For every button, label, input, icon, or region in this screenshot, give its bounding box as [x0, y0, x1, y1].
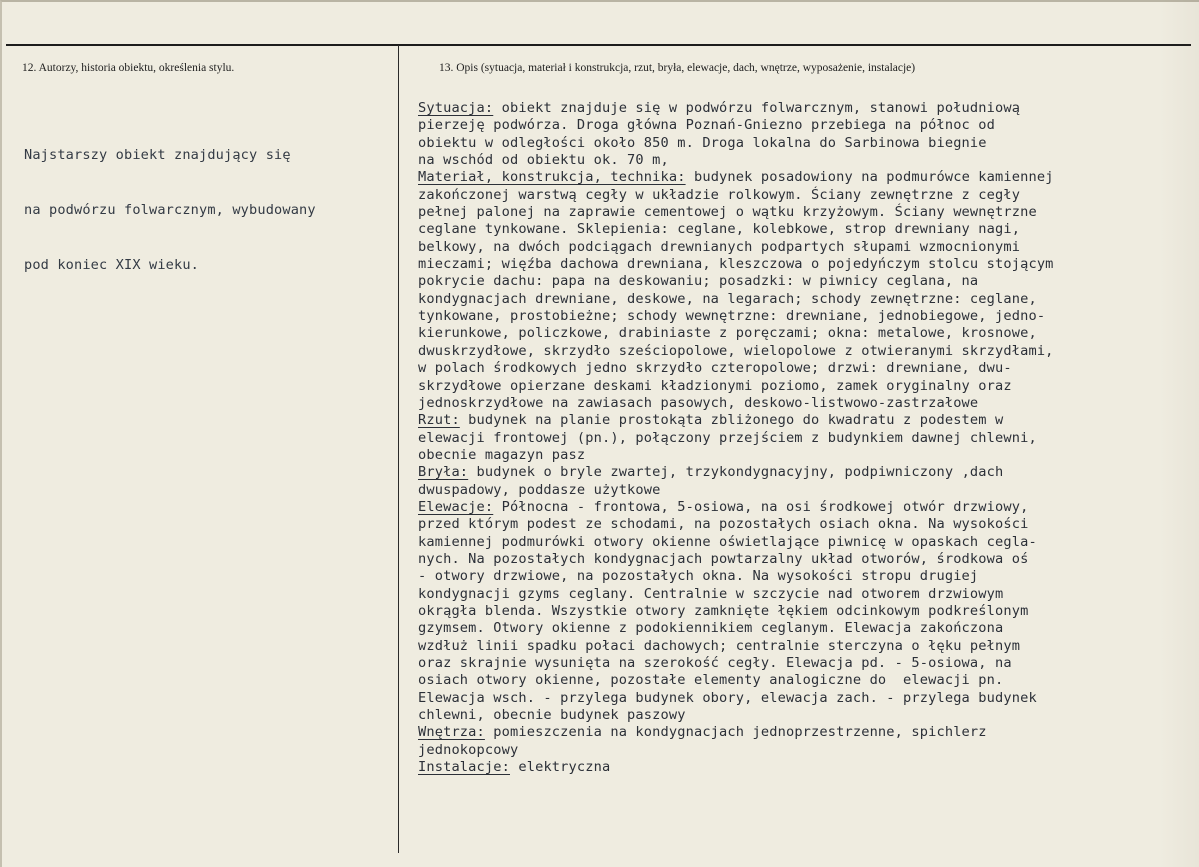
text-line: Najstarszy obiekt znajdujący się [24, 146, 291, 163]
line-text: w polach środkowych jedno skrzydło czteropolowe; drzwi: drewniane, dwu- [418, 360, 1012, 377]
text-line [418, 378, 1054, 395]
section-heading: Bryła: [418, 464, 469, 481]
line-text: - otwory drzwiowe, na pozostałych okna. Na wysokości stropu drugiej [418, 568, 979, 585]
line-text: przed którym podest ze schodami, na pozostałych osiach okna. Na wysokości [418, 516, 1029, 533]
text-line [418, 672, 1054, 689]
text-line [418, 221, 1054, 238]
line-text: oraz skrajnie wysunięta na szerokość cegły. Elewacja pd. - 5-osiowa, na [418, 655, 1012, 671]
section-heading: Materiał, konstrukcja, technika: [418, 169, 686, 186]
line-text: belkowy, na dwóch podciągach drewnianych podpartych słupami wzmocnionymi [418, 238, 1021, 255]
line-text: kondygnacji gzyms ceglany. Centralnie w szczycie nad otworem drzwiowym [418, 585, 1004, 602]
line-text: kierunkowe, policzkowe, drabiniaste z poręczami; okna: metalowe, krosnowe, [418, 325, 1037, 342]
text-line [418, 273, 1054, 290]
paper-shading [1159, 0, 1199, 867]
line-text: skrzydłowe opierzane deskami kładzionymi poziomo, zamek oryginalny oraz [418, 377, 1012, 394]
text-line [418, 135, 1054, 152]
text-line [418, 100, 1054, 117]
text-line [418, 707, 1054, 724]
text-line [418, 412, 1054, 429]
line-text: okrągła blenda. Wszystkie otwory zamknięte łękiem odcinkowym podkreślonym [418, 602, 1029, 619]
line-text: pomieszczenia na kondygnacjach jednoprzestrzenne, spichlerz [484, 724, 987, 741]
line-text: jednoskrzydłowe na zawiasach pasowych, deskowo-listwowo-zastrzałowe [418, 394, 979, 411]
text-line [418, 239, 1054, 256]
line-text: dwuspadowy, poddasze użytkowe [418, 481, 661, 498]
section-heading: Elewacje: [418, 498, 494, 515]
field-12-text [24, 109, 316, 311]
text-line [418, 325, 1054, 342]
text-line [418, 447, 1054, 464]
text-line [418, 117, 1054, 134]
text-line [418, 308, 1054, 325]
text-line [418, 395, 1054, 412]
text-line [418, 516, 1054, 533]
text-line [418, 742, 1054, 759]
field-12-title: 12. Autorzy, historia obiektu, określenia stylu. [22, 62, 235, 74]
line-text: zakończonej warstwą cegły w układzie rolkowym. Ściany zewnętrzne z cegły [418, 186, 1021, 203]
section-heading: Rzut: [418, 412, 460, 429]
text-line [418, 360, 1054, 377]
line-text: pokrycie dachu: papa na deskowaniu; posadzki: w piwnicy ceglana, na [418, 273, 979, 290]
text-line [418, 551, 1054, 568]
text-line [418, 169, 1054, 186]
text-line [418, 690, 1054, 707]
text-line [418, 464, 1054, 481]
line-text: dwuskrzydłowe, skrzydło sześciopolowe, wielopolowe z otwieranymi skrzydłami, [418, 342, 1054, 359]
text-line [418, 534, 1054, 551]
header-rule [6, 44, 1191, 46]
line-text: Elewacja wsch. - przylega budynek obory, elewacja zach. - przylega budynek [418, 689, 1037, 706]
column-divider [398, 45, 399, 853]
line-text: gzymsem. Otwory okienne z podokiennikiem ceglanym. Elewacja zakończona [418, 620, 1004, 637]
section-heading: Wnętrza: [418, 724, 485, 741]
text-line: na podwórzu folwarcznym, wybudowany [24, 202, 316, 219]
line-text: na wschód od obiektu ok. 70 m, [418, 152, 669, 169]
line-text: tynkowane, prostobieżne; schody wewnętrzne: drewniane, jednobiegowe, jedno- [418, 308, 1046, 325]
text-line [418, 430, 1054, 447]
line-text: pełnej palonej na zaprawie cementowej o wątku krzyżowym. Ściany wewnętrzne [418, 204, 1037, 221]
text-line [418, 256, 1054, 273]
text-line [418, 724, 1054, 741]
text-line [418, 586, 1054, 603]
text-line [418, 187, 1054, 204]
line-text: wzdłuż linii spadku połaci dachowych; centralnie sterczyna o łęku pełnym [418, 637, 1021, 654]
line-text: Północna - frontowa, 5-osiowa, na osi środkowej otwór drzwiowy, [493, 498, 1029, 515]
line-text: obiekt znajduje się w podwórzu folwarcznym, stanowi południową [493, 100, 1021, 116]
line-text: osiach otwory okienne, pozostałe elementy analogiczne do elewacji pn. [418, 672, 1004, 689]
text-line [418, 620, 1054, 637]
text-line [418, 499, 1054, 516]
text-line [418, 603, 1054, 620]
text-line [418, 291, 1054, 308]
field-13-text [418, 100, 1054, 776]
line-text: obecnie magazyn pasz [418, 446, 586, 463]
text-line [418, 655, 1054, 672]
text-line [418, 568, 1054, 585]
text-line [418, 482, 1054, 499]
line-text: kondygnacjach drewniane, deskowe, na legarach; schody zewnętrzne: ceglane, [418, 290, 1037, 307]
line-text: budynek o bryle zwartej, trzykondygnacyjny, podpiwniczony ,dach [468, 464, 1004, 481]
line-text: ceglane tynkowane. Sklepienia: ceglane, kolebkowe, strop drewniany nagi, [418, 221, 1021, 238]
line-text: nych. Na pozostałych kondygnacjach powtarzalny układ otworów, środkowa oś [418, 550, 1029, 567]
line-text: pierzeję podwórza. Droga główna Poznań-Gniezno przebiega na północ od [418, 117, 996, 134]
section-heading: Instalacje: [418, 759, 510, 776]
line-text: obiektu w odległości około 850 m. Droga lokalna do Sarbinowa biegnie [418, 134, 987, 151]
text-line: pod koniec XIX wieku. [24, 257, 200, 274]
line-text: elektryczna [510, 759, 611, 776]
line-text: jednokopcowy [418, 741, 519, 758]
line-text: mieczami; więźba dachowa drewniana, kleszczowa o pojedyńczym stolcu stojącym [418, 256, 1054, 273]
line-text: budynek na planie prostokąta zbliżonego do kwadratu z podestem w [459, 412, 1004, 429]
text-line [418, 343, 1054, 360]
section-heading: Sytuacja: [418, 100, 494, 116]
line-text: budynek posadowiony na podmurówce kamiennej [685, 169, 1054, 186]
field-13-title: 13. Opis (sytuacja, materiał i konstrukcja, rzut, bryła, elewacje, dach, wnętrze, wyposażenie, instalacje) [439, 62, 916, 74]
line-text: elewacji frontowej (pn.), połączony przejściem z budynkiem dawnej chlewni, [418, 429, 1037, 446]
line-text: kamiennej podmurówki otwory okienne oświetlające piwnicę w opaskach cegla- [418, 533, 1037, 550]
text-line [418, 204, 1054, 221]
text-line [418, 638, 1054, 655]
line-text: chlewni, obecnie budynek paszowy [418, 707, 686, 724]
text-line [418, 759, 1054, 776]
text-line [418, 152, 1054, 169]
